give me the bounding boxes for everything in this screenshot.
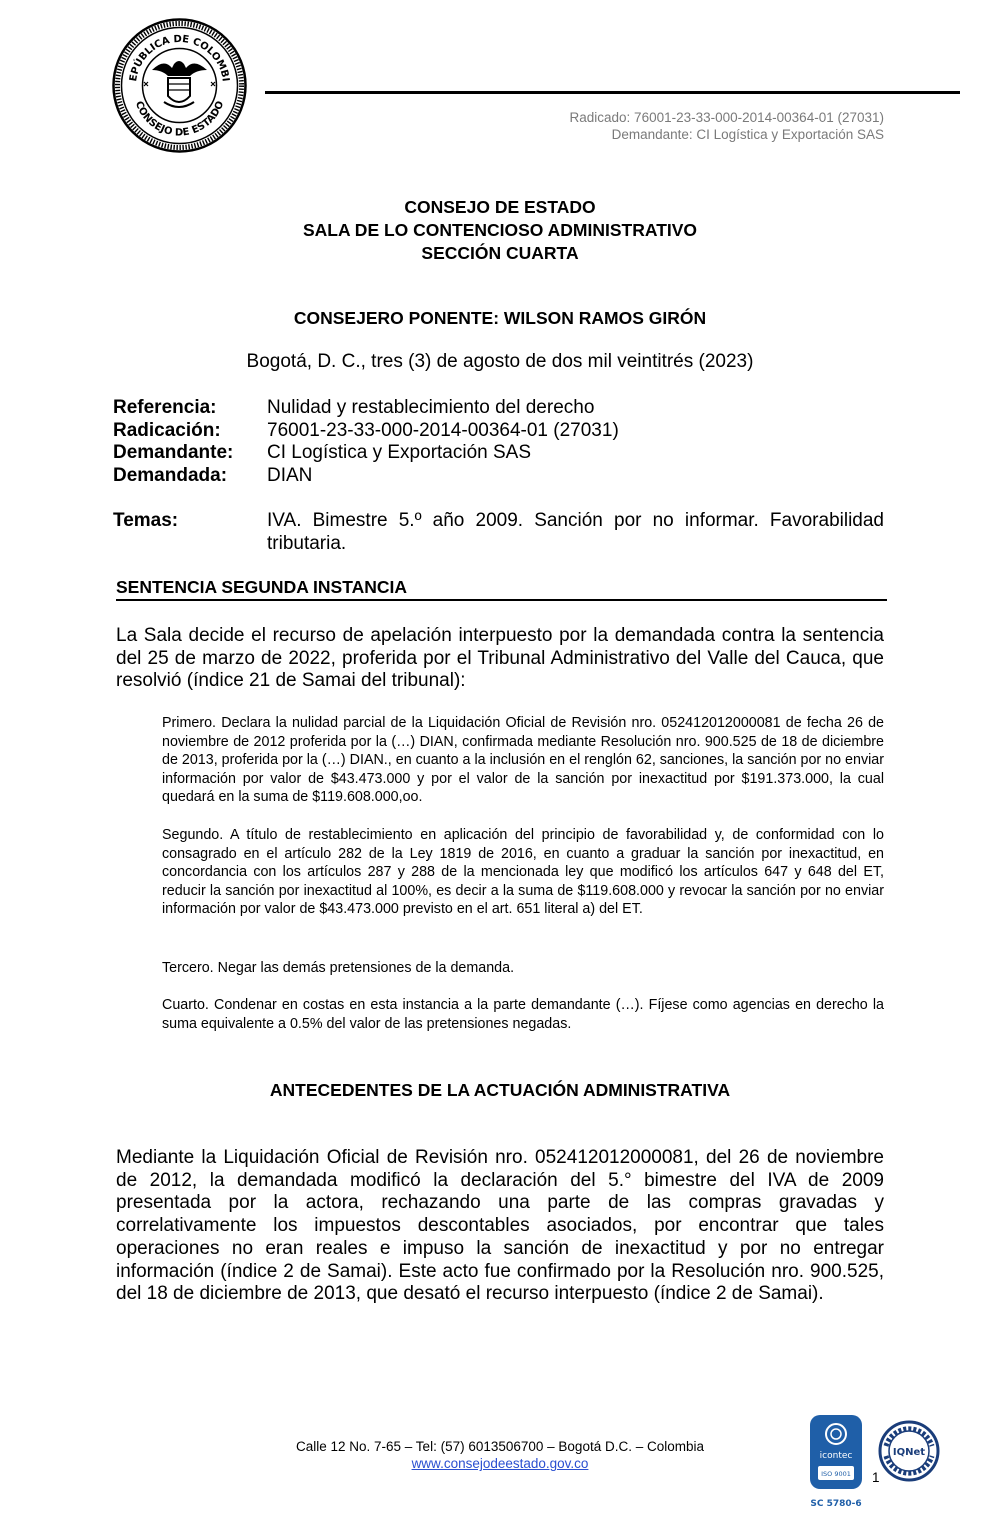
meta-key: Referencia:: [113, 397, 217, 418]
consejo-de-estado-seal: [112, 18, 247, 153]
running-header: [570, 109, 884, 143]
consejero-ponente: CONSEJERO PONENTE: WILSON RAMOS GIRÓN: [293, 308, 707, 328]
meta-row-demandada: [113, 465, 619, 488]
header-demandante: Demandante: CI Logística y Exportación SAS: [611, 127, 884, 142]
antecedentes-paragraph: Mediante la Liquidación Oficial de Revisión nro. 052412012000081, del 26 de noviembre de 2012, la demandada modificó la declaración del 5.° bimestre del IVA de 2009 presentada por la actora, rechazando una parte de las compras gravadas y correlativamente los impuestos descontables asociados, por encontrar que tales operaciones no eran reales e impuso la sanción de inexactitud y por no entregar información (índice 2 de Samai). Este acto fue confirmado por la Resolución nro. 900.525, del 18 de diciembre de 2013, que desató el recurso interpuesto (índice 2 de Samai).: [116, 1147, 884, 1305]
header-radicado: Radicado: 76001-23-33-000-2014-00364-01 (27031): [569, 110, 884, 125]
iqnet-certification-badge: [878, 1420, 940, 1482]
temas-row: [113, 510, 884, 555]
sentencia-heading: SENTENCIA SEGUNDA INSTANCIA: [116, 577, 408, 597]
sc-label: SC 5780-6: [810, 1499, 862, 1509]
title-line-3: SECCIÓN CUARTA: [421, 243, 579, 263]
meta-key: Demandante:: [113, 442, 234, 463]
case-metadata: [113, 397, 619, 487]
meta-value: Nulidad y restablecimiento del derecho: [267, 397, 595, 418]
meta-row-radicacion: [113, 420, 619, 443]
icontec-label: icontec: [819, 1451, 853, 1461]
page-footer: [200, 1438, 800, 1472]
antecedentes-heading: ANTECEDENTES DE LA ACTUACIÓN ADMINISTRATIVA: [269, 1080, 731, 1100]
meta-row-referencia: [113, 397, 619, 420]
meta-value: DIAN: [267, 464, 313, 486]
iso-label: ISO 9001: [821, 1470, 851, 1478]
title-line-1: CONSEJO DE ESTADO: [404, 197, 596, 217]
title-line-2: SALA DE LO CONTENCIOSO ADMINISTRATIVO: [302, 220, 698, 240]
sentencia-rule: [116, 599, 887, 601]
iqnet-label: IQNet: [892, 1447, 926, 1458]
seal-bottom-text: CONSEJO DE ESTADO: [132, 99, 227, 139]
meta-value: 76001-23-33-000-2014-00364-01 (27031): [267, 419, 619, 441]
date-line: Bogotá, D. C., tres (3) de agosto de dos mil veintitrés (2023): [246, 351, 754, 372]
header-rule: [265, 91, 960, 94]
court-title: [116, 196, 884, 265]
footer-website-link[interactable]: www.consejodeestado.gov.co: [411, 1456, 589, 1471]
meta-row-demandante: [113, 442, 619, 465]
intro-paragraph: La Sala decide el recurso de apelación interpuesto por la demandada contra la sentencia del 25 de marzo de 2022, proferida por el Tribunal Administrativo del Valle del Cauca, que resolvió (índice 21 de Samai del tribunal):: [116, 625, 884, 691]
meta-key: Radicación:: [113, 419, 221, 441]
icontec-certification-badge: [808, 1414, 866, 1510]
quote-primero: Primero. Declara la nulidad parcial de la Liquidación Oficial de Revisión nro. 052412012000081 de fecha 26 de noviembre de 2012 proferida por la (…) DIAN, confirmada mediante Resolución nro. 900.525 de 18 de diciembre de 2013, proferida por la (…) DIAN., en cuanto a la inclusión en el renglón 62, sanciones, la sanción por no enviar información por valor de $43.473.000 y por el valor de la sanción por inexactitud por $191.373.000, la cual quedará en la suma de $119.608.000,oo.: [162, 715, 884, 806]
seal-top-text: EPÚBLICA DE COLOMBI: [128, 33, 231, 83]
meta-value: CI Logística y Exportación SAS: [267, 442, 532, 463]
page-number: 1: [872, 1470, 880, 1485]
footer-address: Calle 12 No. 7-65 – Tel: (57) 6013506700 – Bogotá D.C. – Colombia: [295, 1439, 704, 1454]
quote-segundo: Segundo. A título de restablecimiento en aplicación del principio de favorabilidad y, de conformidad con lo consagrado en el artículo 282 de la Ley 1819 de 2016, en cuanto a graduar la sanción por inexactitud, en concordancia con los artículos 287 y 288 de la mencionada ley que modificó los artículos 647 y 648 del ET, reducir la sanción por inexactitud al 100%, es decir a la suma de $119.608.000 y revocar la sanción por no enviar información por valor de $43.473.000 previsto en el art. 651 literal a) del ET.: [162, 827, 884, 918]
meta-key: Demandada:: [113, 464, 228, 486]
quote-cuarto: Cuarto. Condenar en costas en esta instancia a la parte demandante (…). Fíjese como agencias en derecho la suma equivalente a 0.5% del valor de las pretensiones negadas.: [162, 997, 884, 1032]
temas-key: Temas:: [113, 510, 179, 531]
temas-value: IVA. Bimestre 5.º año 2009. Sanción por no informar. Favorabilidad tributaria.: [267, 510, 884, 554]
quote-tercero: Tercero. Negar las demás pretensiones de la demanda.: [162, 960, 515, 976]
